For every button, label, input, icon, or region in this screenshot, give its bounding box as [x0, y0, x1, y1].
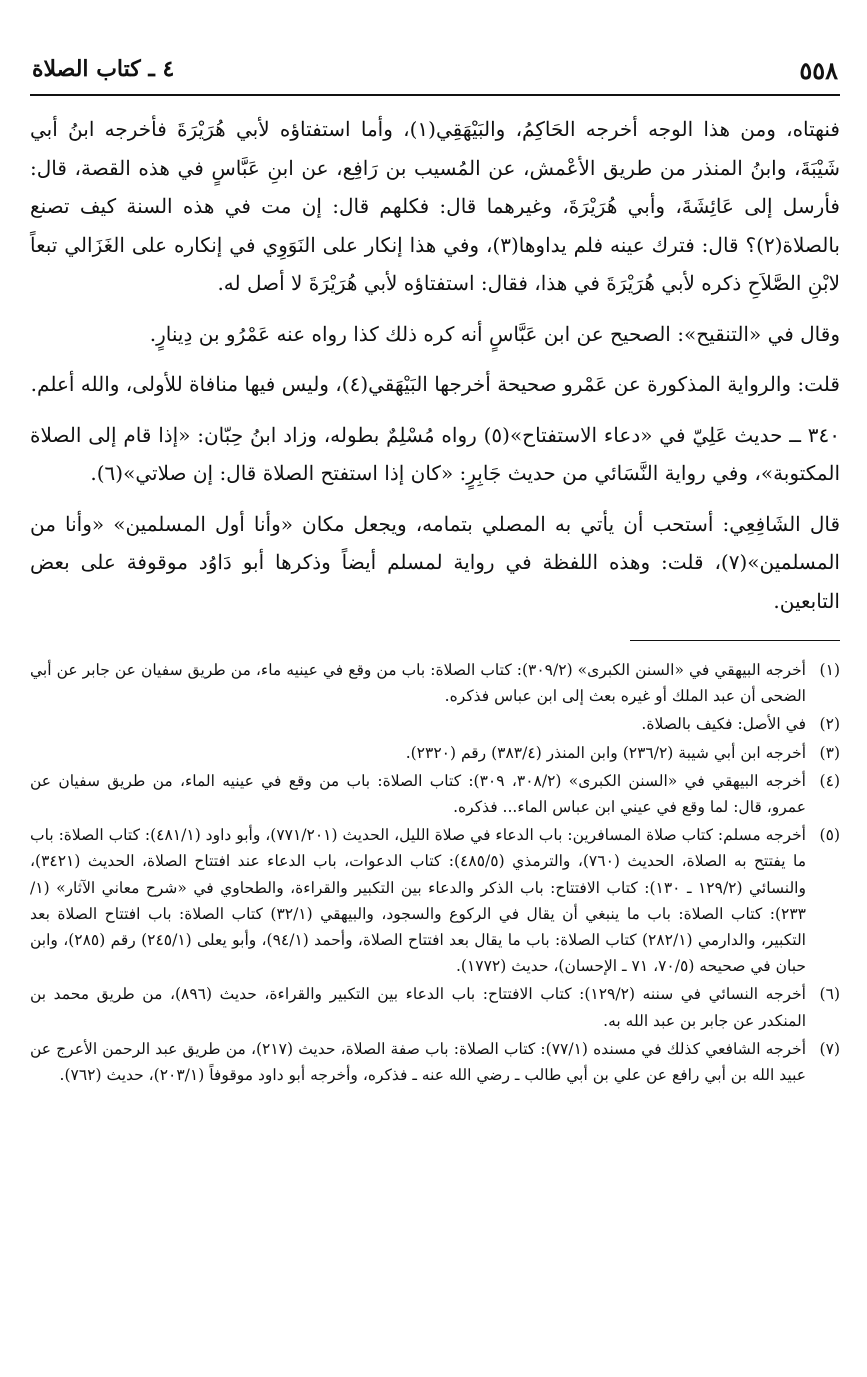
footnote-number: (٤)	[819, 771, 840, 790]
footnote-number: (٧)	[819, 1039, 840, 1058]
running-header	[30, 48, 840, 96]
footnote	[30, 711, 840, 737]
footnote-text: أخرجه البيهقي في «السنن الكبرى» (٣٠٨/٢، ٣٠٩): كتاب الصلاة: باب من وقع في عينيه الماء، من طريق سفيان عن عمرو، قال: لما وقع في عيني ابن عباس الماء... فذكره.	[30, 771, 806, 817]
running-title: ٤ ـ كتاب الصلاة	[32, 56, 175, 82]
footnote	[30, 657, 840, 709]
footnote-number: (٦)	[819, 985, 840, 1004]
footnote	[30, 740, 840, 766]
footnote-text: أخرجه البيهقي في «السنن الكبرى» (٣٠٩/٢): كتاب الصلاة: باب من وقع في عينيه ماء، من طريق سفيان عن جابر عن أبي الضحى أن عبد الملك أو غيره بعث إلى ابن عباس فذكره.	[30, 661, 806, 706]
paragraph: قال الشَافِعِي: أستحب أن يأتي به المصلي بتمامه، ويجعل مكان «وأنا أول المسلمين» «وأنا من المسلمين»(٧)، قلت: وهذه اللفظة في رواية لمسلم أيضاً وذكرها أبو دَاوُد موقوفة على بعض التابعين.	[30, 511, 840, 613]
footnote-number: (٥)	[819, 826, 840, 845]
page-number: ٥٥٨	[799, 56, 838, 85]
paragraph-hadith-340: ٣٤٠ ــ حديث عَلِيّ في «دعاء الاستفتاح»(٥) رواه مُسْلِمٌ بطوله، وزاد ابنُ حِبّان: «إذا قام إلى الصلاة المكتوبة»، وفي رواية النَّسَائي من حديث جَابِرٍ: «كان إذا استفتح الصلاة قال: إن صلاتي»(٦).	[30, 422, 840, 485]
footnote-number: (٢)	[819, 715, 840, 734]
main-text	[30, 110, 840, 620]
footnote-separator	[630, 640, 840, 641]
book-page	[30, 48, 840, 1348]
footnotes	[30, 657, 840, 1088]
footnote-number: (١)	[819, 661, 840, 679]
footnote-text: أخرجه النسائي في سننه (١٢٩/٢): كتاب الافتتاح: باب الدعاء بين التكبير والقراءة، حديث (٨٩٦)، من طريق محمد بن المنكدر عن جابر بن عبد الله به.	[30, 985, 806, 1030]
footnote-text: أخرجه ابن أبي شيبة (٢٣٦/٢) وابن المنذر (٣٨٣/٤) رقم (٢٣٢٠).	[405, 743, 806, 762]
paragraph: فنهتاه، ومن هذا الوجه أخرجه الحَاكِمُ، والبَيْهَقِي(١)، وأما استفتاؤه لأبي هُرَيْرَةَ فأخرجه ابنُ أبي شَيْبَةَ، وابنُ المنذر من طريق الأعْمش، عن المُسيب بن رَافِع، عن ابنِ عَبَّاسٍ في هذه القصة، قال: فأرسل إلى عَائِشَةَ، وأبي هُرَيْرَةَ، وغيرهما قال: فكلهم قال: إن مت في هذه السنة كيف تصنع بالصلاة(٢)؟ قال: فترك عينه فلم يداوها(٣)، وفي هذا إنكار على النَوَوِي في إنكاره على الغَزَالي تبعاً لابْنِ الصَّلاَحِ ذكره لأبي هُرَيْرَةَ في هذا، فقال: استفتاؤه لأبي هُرَيْرَةَ لا أصل له.	[30, 117, 840, 295]
footnote-text: أخرجه مسلم: كتاب صلاة المسافرين: باب الدعاء في صلاة الليل، الحديث (٧٧١/٢٠١)، وأبو داود (٤٨١/١): كتاب الصلاة: باب ما يفتتح به الصلاة، الحديث (٧٦٠)، والترمذي (٤٨٥/٥): كتاب الدعوات، باب الدعاء عند افتتاح الصلاة، الحديث (٣٤٢١)، والنسائي (١٢٩/٢ ـ ١٣٠): كتاب الافتتاح: باب الذكر والدعاء بين التكبير والقراءة، والطحاوي في «شرح معاني الآثار» (١/ ٢٣٣): كتاب الصلاة: باب ما ينبغي أن يقال في الركوع والسجود، والبيهقي (٣٢/١) كتاب الصلاة: باب افتتاح الصلاة بعد التكبير، والدارمي (٢٨٢/١) كتاب الصلاة: باب ما يقال بعد افتتاح الصلاة، وأحمد (٩٤/١)، وأبو يعلى (٢٤٥/١) رقم (٢٨٥)، وابن حبان في صحيحه (٧٠/٥، ٧١ ـ الإحسان)، حديث (١٧٧٢).	[30, 826, 806, 976]
footnote	[30, 1036, 840, 1088]
footnote	[30, 981, 840, 1033]
footnote-number: (٣)	[819, 743, 840, 762]
footnote	[30, 822, 840, 979]
paragraph: قلت: والرواية المذكورة عن عَمْرو صحيحة أخرجها البَيْهَقي(٤)، وليس فيها منافاة للأولى، والله أعلم.	[30, 372, 840, 396]
paragraph: وقال في «التنقيح»: الصحيح عن ابن عَبَّاسٍ أنه كره ذلك كذا رواه عنه عَمْرُو بن دِينارٍ.	[149, 321, 840, 346]
footnote-text: أخرجه الشافعي كذلك في مسنده (٧٧/١): كتاب الصلاة: باب صفة الصلاة، حديث (٢١٧)، من طريق عبد الرحمن الأعرج عن عبيد الله بن أبي رافع عن علي بن أبي طالب ـ رضي الله عنه ـ فذكره، وأخرجه أبو داود موقوفاً (٢٠٣/١)، حديث (٧٦٢).	[30, 1039, 807, 1085]
footnote	[30, 768, 840, 820]
footnote-text: في الأصل: فكيف بالصلاة.	[641, 715, 806, 734]
